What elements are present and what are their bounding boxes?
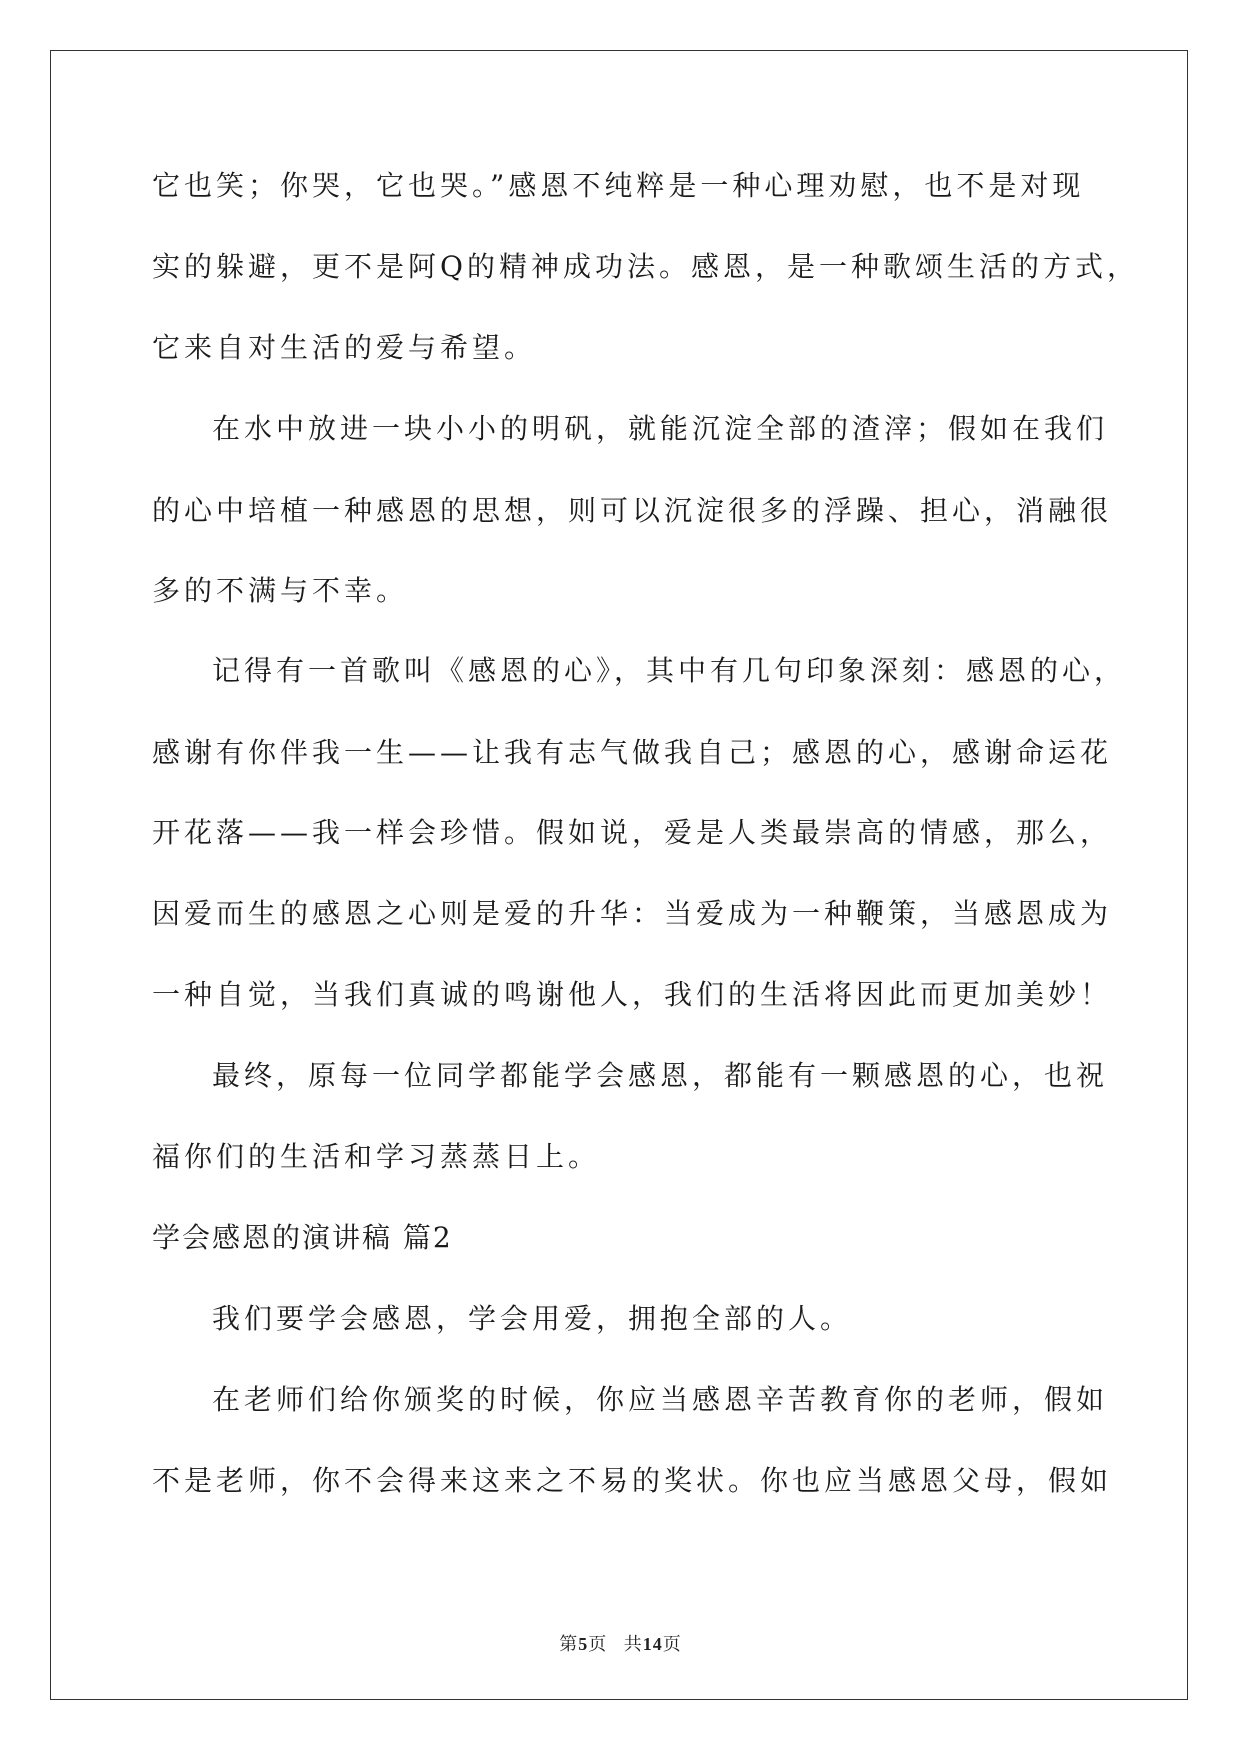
total-page-count: 14 xyxy=(642,1634,663,1654)
page-footer xyxy=(0,1630,1241,1656)
paragraph-line-15: 我们要学会感恩，学会用爱，拥抱全部的人。 xyxy=(212,1302,853,1335)
paragraph-line-8: 感谢有你伴我一生——让我有志气做我自己；感恩的心，感谢命运花 xyxy=(152,736,1113,769)
paragraph-line-10: 因爱而生的感恩之心则是爱的升华：当爱成为一种鞭策，当感恩成为 xyxy=(152,897,1113,930)
paragraph-line-6: 多的不满与不幸。 xyxy=(152,574,409,607)
paragraph-line-2: 实的躲避，更不是阿Q的精神成功法。感恩，是一种歌颂生活的方式， xyxy=(152,250,1139,283)
paragraph-line-3: 它来自对生活的爱与希望。 xyxy=(152,331,537,364)
paragraph-line-12: 最终，原每一位同学都能学会感恩，都能有一颗感恩的心，也祝 xyxy=(212,1059,1109,1092)
paragraph-line-1: 它也笑；你哭，它也哭。”感恩不纯粹是一种心理劝慰，也不是对现 xyxy=(152,169,1085,202)
paragraph-line-9: 开花落——我一样会珍惜。假如说，爱是人类最崇高的情感，那么， xyxy=(152,816,1113,849)
paragraph-line-4: 在水中放进一块小小的明矾，就能沉淀全部的渣滓；假如在我们 xyxy=(212,412,1109,445)
page-prefix: 第 xyxy=(559,1634,579,1654)
paragraph-line-5: 的心中培植一种感恩的思想，则可以沉淀很多的浮躁、担心，消融很 xyxy=(152,494,1113,527)
paragraph-line-16: 在老师们给你颁奖的时候，你应当感恩辛苦教育你的老师，假如 xyxy=(212,1383,1109,1416)
paragraph-line-11: 一种自觉，当我们真诚的鸣谢他人，我们的生活将因此而更加美妙！ xyxy=(152,978,1113,1011)
total-prefix: 共 xyxy=(623,1634,643,1654)
page-border xyxy=(50,50,1188,1700)
section-heading: 学会感恩的演讲稿 篇2 xyxy=(152,1221,453,1254)
paragraph-line-17: 不是老师，你不会得来这来之不易的奖状。你也应当感恩父母，假如 xyxy=(152,1464,1113,1497)
paragraph-line-13: 福你们的生活和学习蒸蒸日上。 xyxy=(152,1140,601,1173)
total-suffix: 页 xyxy=(662,1634,682,1654)
current-page-number: 5 xyxy=(578,1634,589,1654)
page-suffix: 页 xyxy=(588,1634,608,1654)
paragraph-line-7: 记得有一首歌叫《感恩的心》，其中有几句印象深刻：感恩的心， xyxy=(212,654,1127,687)
